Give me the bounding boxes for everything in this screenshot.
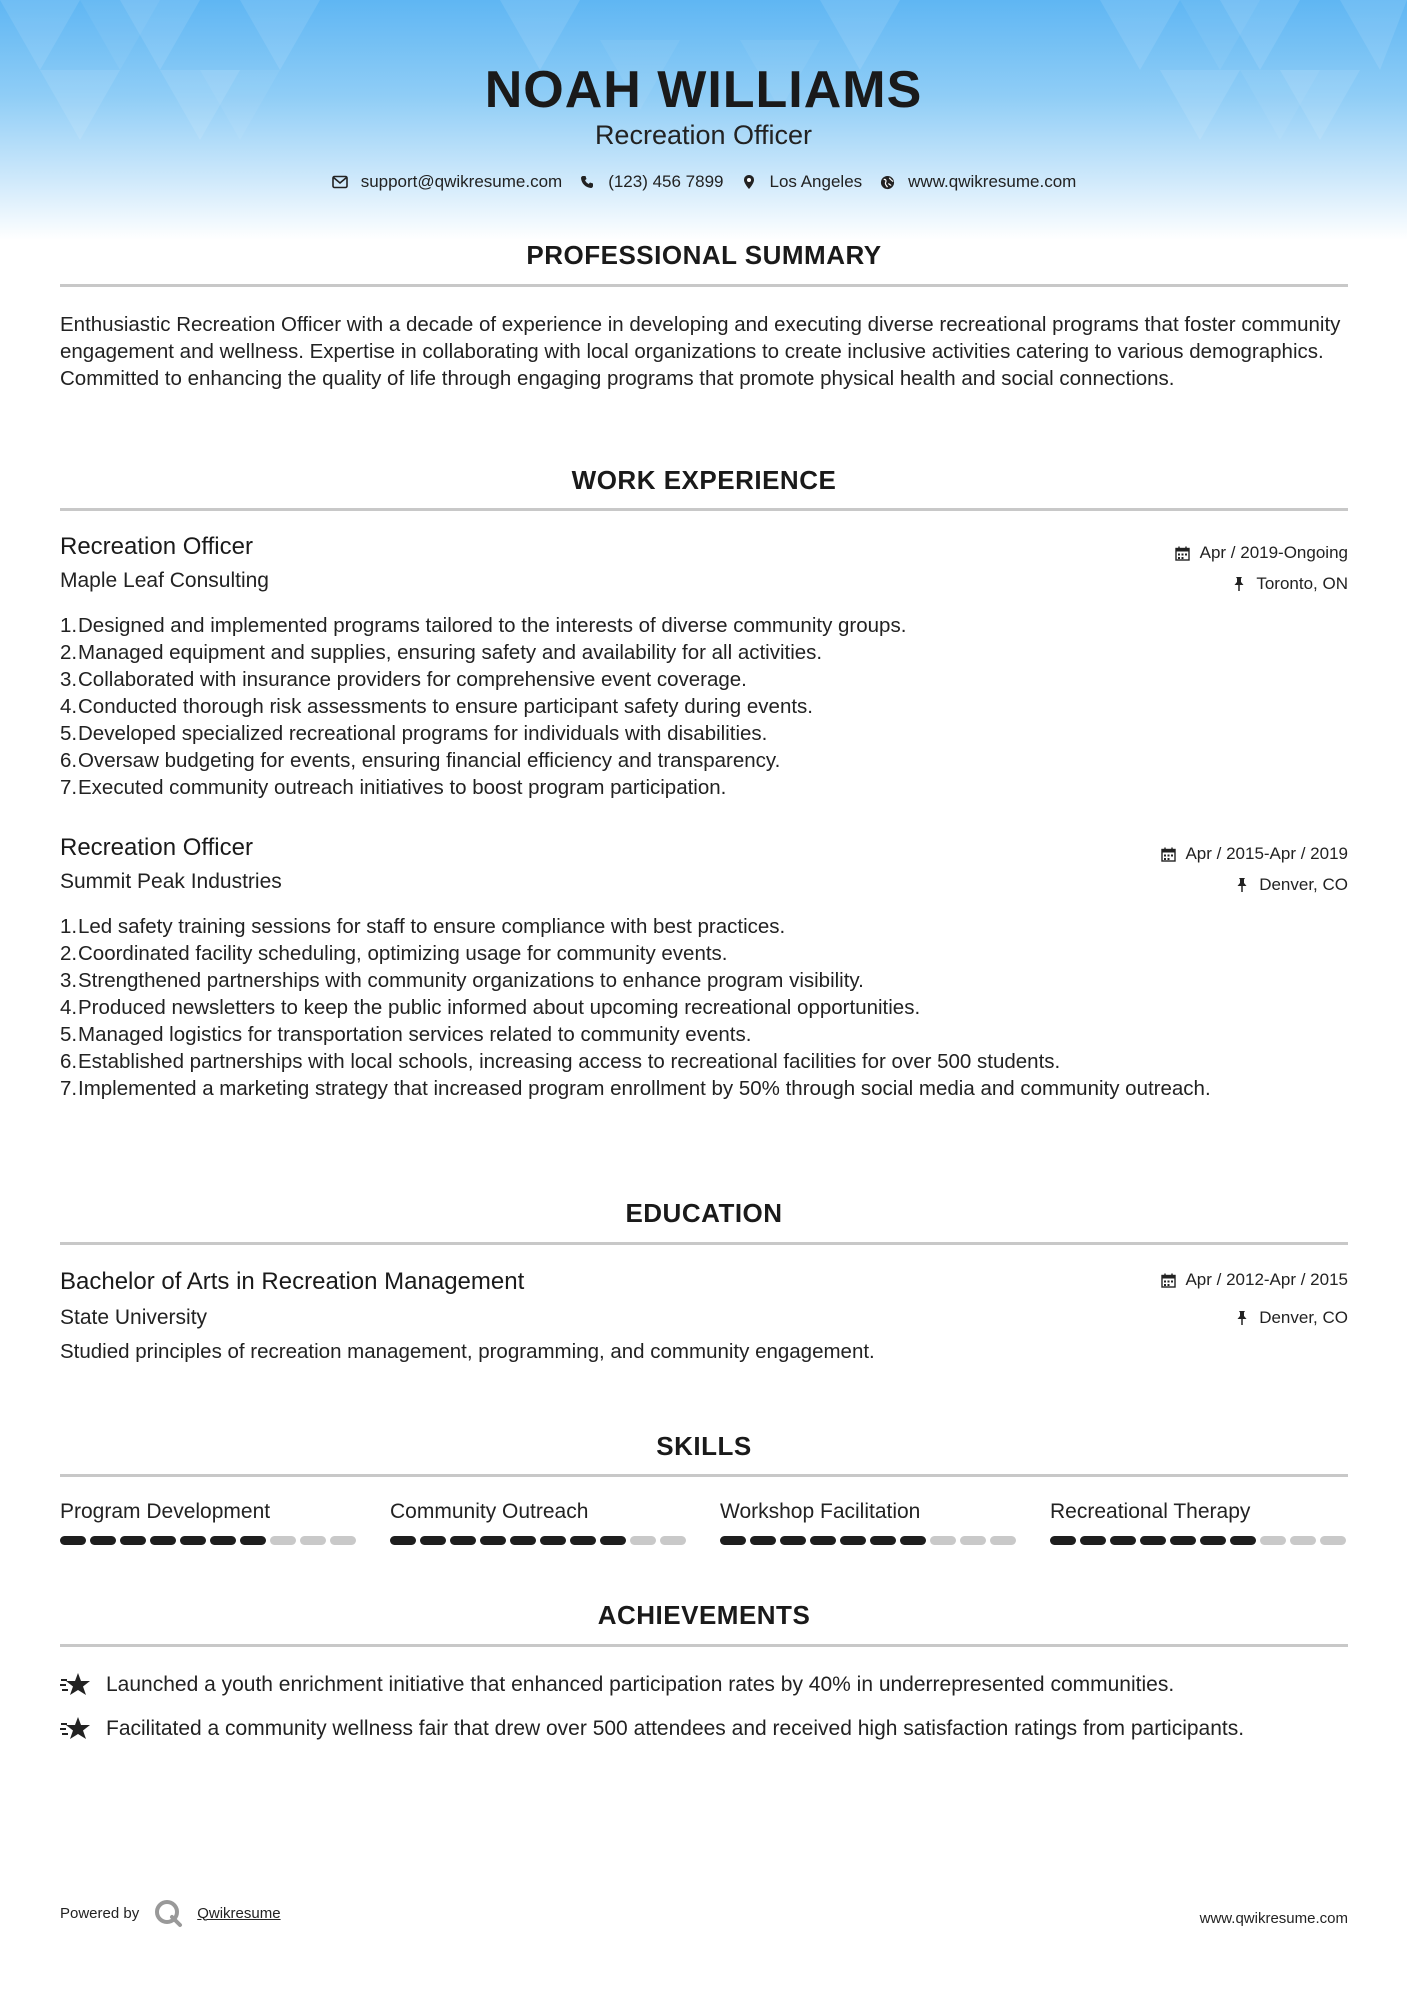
skill-dot-empty — [930, 1536, 956, 1545]
bullet-number: 3. — [60, 969, 78, 992]
bullet-number: 1. — [60, 614, 78, 637]
contact-location-text: Los Angeles — [769, 172, 863, 191]
map-marker-icon — [740, 173, 758, 191]
job-company: Maple Leaf Consulting — [60, 569, 269, 592]
job-title: Recreation Officer — [60, 533, 253, 560]
skill-dot-filled — [240, 1536, 266, 1545]
section-divider — [60, 284, 1348, 287]
skill-dot-filled — [450, 1536, 476, 1545]
bullet-number: 4. — [60, 695, 78, 718]
achievement-text: Launched a youth enrichment initiative that enhanced participation rates by 40% in underrepresented communities. — [106, 1673, 1175, 1696]
skill-dot-filled — [540, 1536, 566, 1545]
skill-dot-filled — [420, 1536, 446, 1545]
powered-by-label: Powered by — [60, 1904, 140, 1922]
bullet-item — [60, 693, 1348, 720]
skill-dot-filled — [810, 1536, 836, 1545]
bullet-item — [60, 1021, 1348, 1048]
skill-dot-empty — [330, 1536, 356, 1545]
bullet-item — [60, 666, 1348, 693]
job-company: Summit Peak Industries — [60, 870, 282, 893]
bullet-number: 4. — [60, 996, 78, 1019]
skill-rating — [60, 1536, 360, 1545]
contact-phone-text: (123) 456 7899 — [608, 172, 724, 191]
skill-rating — [390, 1536, 690, 1545]
star-award-icon — [60, 1671, 92, 1699]
bullet-item — [60, 994, 1348, 1021]
pushpin-icon — [1233, 876, 1251, 894]
skill-label: Community Outreach — [390, 1500, 589, 1523]
job-location-text: Toronto, ON — [1256, 574, 1348, 593]
bullet-text: Produced newsletters to keep the public informed about upcoming recreational opportunities. — [78, 996, 921, 1019]
achievement-text: Facilitated a community wellness fair that drew over 500 attendees and received high satisfaction ratings from participants. — [106, 1717, 1245, 1740]
skill-dot-filled — [900, 1536, 926, 1545]
bullet-item — [60, 1075, 1348, 1102]
skill-dot-filled — [780, 1536, 806, 1545]
skill-dot-filled — [1230, 1536, 1256, 1545]
qwikresume-link[interactable]: Qwikresume — [197, 1904, 281, 1922]
education-date — [1159, 1270, 1348, 1290]
skill-dot-filled — [840, 1536, 866, 1545]
bullet-text: Coordinated facility scheduling, optimizing usage for community events. — [78, 942, 728, 965]
calendar-icon — [1174, 544, 1192, 562]
skill-label: Recreational Therapy — [1050, 1500, 1251, 1523]
contact-email[interactable] — [331, 172, 563, 192]
job-date-text: Apr / 2019-Ongoing — [1199, 543, 1348, 562]
bullet-number: 5. — [60, 1023, 78, 1046]
skill-dot-filled — [210, 1536, 236, 1545]
bullet-item — [60, 940, 1348, 967]
bullet-text: Conducted thorough risk assessments to ensure participant safety during events. — [78, 695, 813, 718]
job-bullets — [60, 612, 1348, 801]
summary-heading: PROFESSIONAL SUMMARY — [526, 240, 882, 270]
bullet-item — [60, 720, 1348, 747]
skill-dot-filled — [720, 1536, 746, 1545]
bullet-item — [60, 639, 1348, 666]
section-divider — [60, 1242, 1348, 1245]
job-title: Recreation Officer — [60, 834, 253, 861]
contact-location — [740, 172, 863, 192]
bullet-number: 7. — [60, 776, 78, 799]
skill-dot-empty — [1320, 1536, 1346, 1545]
skill-dot-empty — [300, 1536, 326, 1545]
education-heading: EDUCATION — [625, 1198, 783, 1228]
contact-phone[interactable] — [578, 172, 723, 192]
bullet-text: Collaborated with insurance providers for comprehensive event coverage. — [78, 668, 747, 691]
skill-dot-filled — [1200, 1536, 1226, 1545]
bullet-number: 6. — [60, 749, 78, 772]
candidate-title: Recreation Officer — [594, 120, 813, 150]
skill-dot-filled — [480, 1536, 506, 1545]
education-location-text: Denver, CO — [1259, 1308, 1348, 1327]
footer-brand — [60, 1898, 281, 1928]
pushpin-icon — [1230, 575, 1248, 593]
bullet-number: 2. — [60, 641, 78, 664]
bullet-number: 6. — [60, 1050, 78, 1073]
calendar-icon — [1159, 845, 1177, 863]
section-divider — [60, 1644, 1348, 1647]
skill-label: Workshop Facilitation — [720, 1500, 921, 1523]
contact-website-text: www.qwikresume.com — [908, 172, 1077, 191]
education-entry — [60, 1268, 1348, 1378]
education-school: State University — [60, 1306, 208, 1329]
globe-icon — [878, 173, 896, 191]
bullet-text: Led safety training sessions for staff to ensure compliance with best practices. — [78, 915, 786, 938]
bullet-number: 1. — [60, 915, 78, 938]
skill-dot-filled — [120, 1536, 146, 1545]
section-divider — [60, 508, 1348, 511]
skill-item — [1050, 1500, 1350, 1545]
skill-dot-empty — [630, 1536, 656, 1545]
skill-dot-filled — [570, 1536, 596, 1545]
footer-url[interactable]: www.qwikresume.com — [1199, 1910, 1348, 1927]
skill-dot-filled — [1080, 1536, 1106, 1545]
skill-dot-filled — [870, 1536, 896, 1545]
skill-dot-filled — [600, 1536, 626, 1545]
bullet-item — [60, 913, 1348, 940]
bullet-item — [60, 612, 1348, 639]
bullet-text: Developed specialized recreational programs for individuals with disabilities. — [78, 722, 768, 745]
job-location — [1230, 574, 1348, 594]
bullet-number: 5. — [60, 722, 78, 745]
job-entry — [60, 533, 1348, 833]
bullet-text: Designed and implemented programs tailored to the interests of diverse community groups. — [78, 614, 907, 637]
bullet-text: Managed logistics for transportation services related to community events. — [78, 1023, 752, 1046]
bullet-number: 3. — [60, 668, 78, 691]
job-date — [1159, 844, 1348, 864]
skill-dot-empty — [990, 1536, 1016, 1545]
skill-item — [720, 1500, 1020, 1545]
achievement-item — [60, 1715, 1348, 1743]
section-divider — [60, 1474, 1348, 1477]
envelope-icon — [331, 173, 349, 191]
skill-dot-filled — [60, 1536, 86, 1545]
skill-dot-filled — [1140, 1536, 1166, 1545]
skill-dot-filled — [90, 1536, 116, 1545]
education-date-text: Apr / 2012-Apr / 2015 — [1185, 1270, 1348, 1289]
qwikresume-logo-icon — [153, 1898, 183, 1928]
education-description: Studied principles of recreation management, programming, and community engagement. — [60, 1340, 875, 1363]
bullet-text: Executed community outreach initiatives to boost program participation. — [78, 776, 727, 799]
candidate-name: NOAH WILLIAMS — [484, 61, 923, 119]
skill-dot-filled — [150, 1536, 176, 1545]
skill-dot-empty — [270, 1536, 296, 1545]
bullet-text: Established partnerships with local schools, increasing access to recreational facilities for over 500 students. — [78, 1050, 1061, 1073]
skill-dot-empty — [1260, 1536, 1286, 1545]
pushpin-icon — [1233, 1309, 1251, 1327]
job-date — [1174, 543, 1348, 563]
bullet-text: Managed equipment and supplies, ensuring safety and availability for all activities. — [78, 641, 823, 664]
skill-item — [390, 1500, 690, 1545]
skill-dot-empty — [1290, 1536, 1316, 1545]
skill-item — [60, 1500, 360, 1545]
skill-rating — [1050, 1536, 1350, 1545]
job-location — [1233, 875, 1348, 895]
skill-dot-empty — [660, 1536, 686, 1545]
skill-dot-filled — [510, 1536, 536, 1545]
skills-heading: SKILLS — [656, 1431, 752, 1461]
job-entry — [60, 834, 1348, 1134]
footer — [60, 1898, 1348, 1934]
star-award-icon — [60, 1715, 92, 1743]
job-date-text: Apr / 2015-Apr / 2019 — [1185, 844, 1348, 863]
skill-dot-filled — [180, 1536, 206, 1545]
job-location-text: Denver, CO — [1259, 875, 1348, 894]
skill-dot-empty — [960, 1536, 986, 1545]
bullet-number: 7. — [60, 1077, 78, 1100]
skill-dot-filled — [1110, 1536, 1136, 1545]
skill-dot-filled — [1050, 1536, 1076, 1545]
education-location — [1233, 1308, 1348, 1328]
skill-dot-filled — [750, 1536, 776, 1545]
contact-website[interactable] — [878, 172, 1076, 192]
education-degree: Bachelor of Arts in Recreation Management — [60, 1268, 525, 1295]
achievement-item — [60, 1671, 1348, 1699]
bullet-number: 2. — [60, 942, 78, 965]
experience-heading: WORK EXPERIENCE — [571, 465, 837, 495]
summary-text: Enthusiastic Recreation Officer with a decade of experience in developing and executing diverse recreational programs that foster community engagement and wellness. Expertise in collaborating with local organizations to create inclusive activities catering to various demographics. Committed to enhancing the quality of life through engaging programs that promote physical health and social connections. — [60, 313, 1341, 390]
contact-email-text: support@qwikresume.com — [360, 172, 563, 191]
header-banner — [0, 0, 1407, 240]
bullet-item — [60, 1048, 1348, 1075]
skill-label: Program Development — [60, 1500, 271, 1523]
job-bullets — [60, 913, 1348, 1102]
bullet-item — [60, 774, 1348, 801]
skill-rating — [720, 1536, 1020, 1545]
bullet-item — [60, 967, 1348, 994]
contact-bar — [0, 172, 1407, 192]
phone-icon — [578, 173, 596, 191]
calendar-icon — [1159, 1271, 1177, 1289]
bullet-text: Oversaw budgeting for events, ensuring financial efficiency and transparency. — [78, 749, 781, 772]
skill-dot-filled — [390, 1536, 416, 1545]
bullet-text: Implemented a marketing strategy that increased program enrollment by 50% through social media and community outreach. — [78, 1077, 1211, 1100]
skill-dot-filled — [1170, 1536, 1196, 1545]
achievements-heading: ACHIEVEMENTS — [597, 1600, 811, 1630]
bullet-text: Strengthened partnerships with community organizations to enhance program visibility. — [78, 969, 864, 992]
bullet-item — [60, 747, 1348, 774]
